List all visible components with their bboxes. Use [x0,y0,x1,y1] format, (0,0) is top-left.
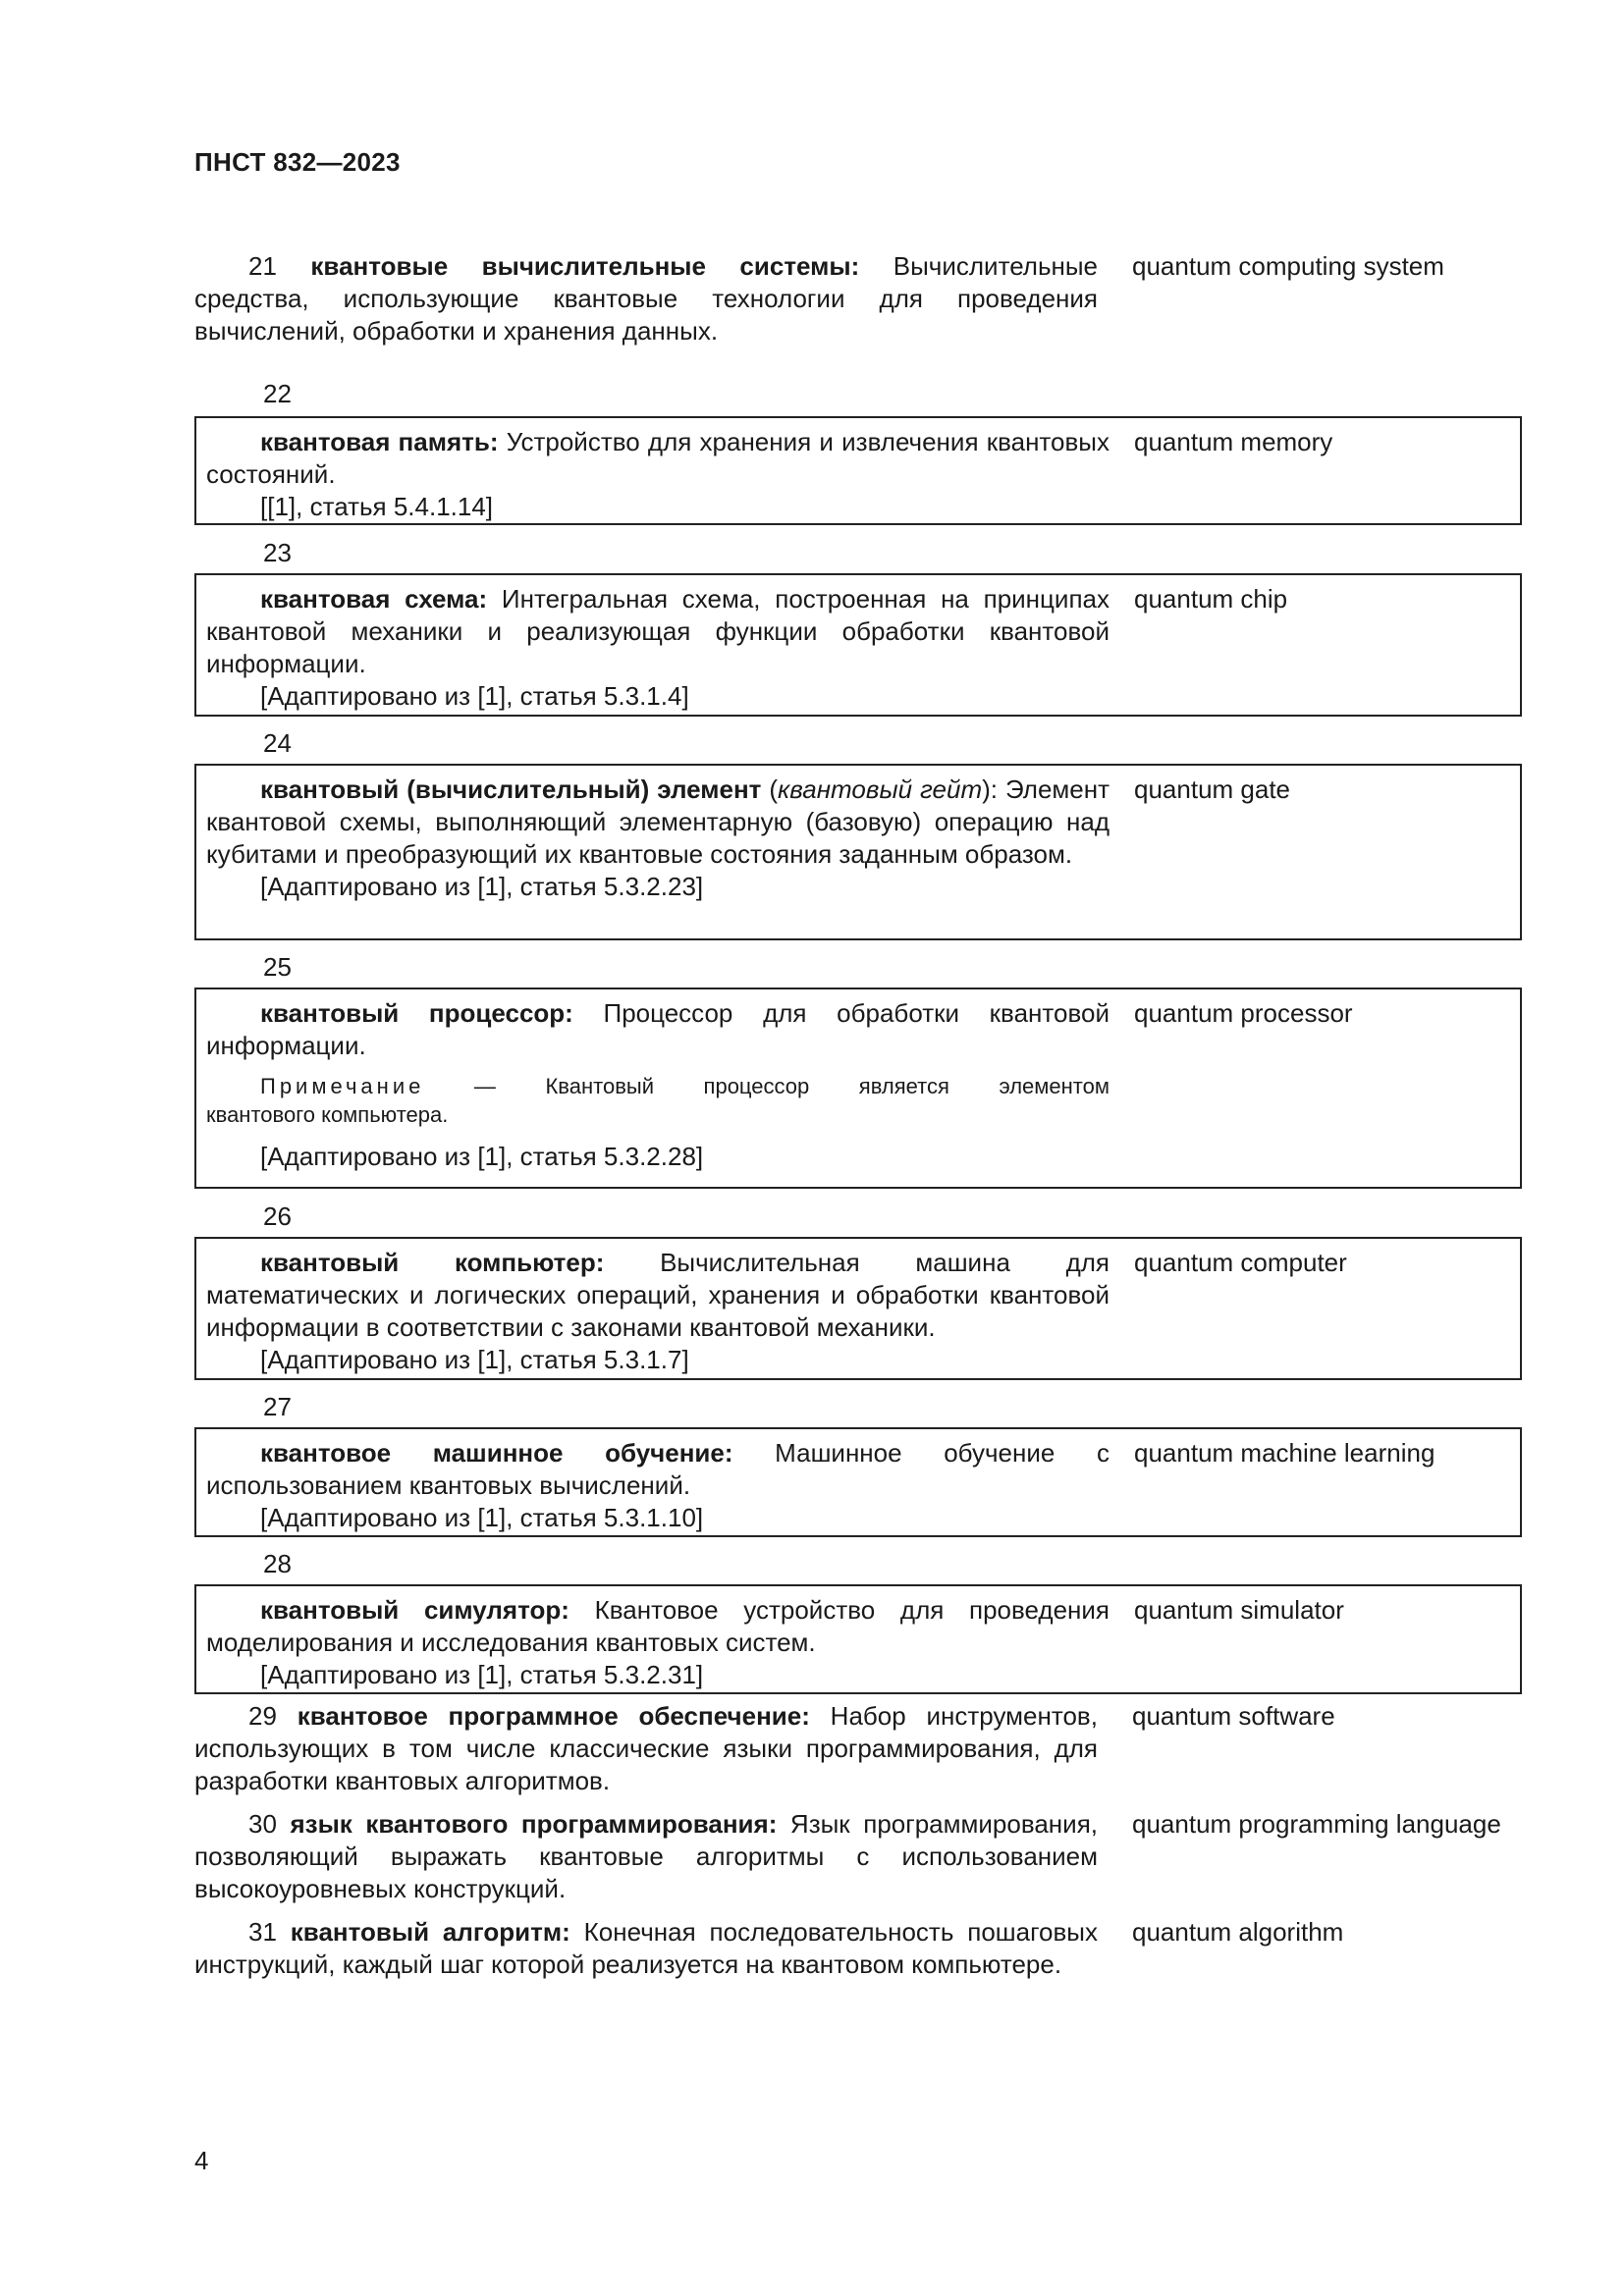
term-source: [Адаптировано из [1], статья 5.3.1.4] [260,681,689,711]
term-source: [Адаптировано из [1], статья 5.3.2.31] [260,1660,704,1689]
term-definition: 30 язык квантового программирования: Язык программирования, позволяющий выражать квантовые алгоритмы с использованием высокоуровневых конструкций. [194,1809,1098,1903]
page-number: 4 [194,2146,209,2175]
english-equivalent: quantum computing system [1132,251,1444,281]
english-equivalent: quantum algorithm [1132,1917,1344,1947]
term-name: квантовый (вычислительный) элемент [260,774,762,804]
term-definition: 29 квантовое программное обеспечение: Набор инструментов, использующих в том числе классические языки программирования, для разработки квантовых алгоритмов. [194,1701,1098,1795]
term-name: квантовые вычислительные системы: [310,251,860,281]
term-definition: квантовый процессор: Процессор для обработки квантовой информации. [206,998,1110,1060]
term-definition: квантовый компьютер: Вычислительная машина для математических и логических операций, хранения и обработки квантовой информации в соответствии с законами квантовой механики. [206,1248,1110,1342]
term-name: квантовая схема: [260,584,488,614]
entry-number: 22 [263,379,292,408]
term-entry-26 [194,1237,1522,1380]
entry-number: 23 [263,538,292,567]
term-name: квантовый симулятор: [260,1595,569,1625]
term-name: квантовый процессор: [260,998,573,1028]
english-equivalent: quantum computer [1134,1248,1347,1277]
term-source: [Адаптировано из [1], статья 5.3.2.28] [260,1142,704,1171]
term-definition: квантовый симулятор: Квантовое устройство для проведения моделирования и исследования квантовых систем. [206,1595,1110,1657]
term-entry-21 [194,250,1522,347]
term-entry-30 [194,1808,1522,1905]
english-equivalent: quantum processor [1134,998,1353,1028]
term-entry-22 [194,416,1522,525]
term-definition: 21 квантовые вычислительные системы: Вычислительные средства, использующие квантовые технологии для проведения вычислений, обработки и хранения данных. [194,251,1099,346]
document-header: ПНСТ 832—2023 [194,147,401,177]
term-entry-27 [194,1427,1522,1537]
english-equivalent: quantum memory [1134,427,1333,456]
term-definition: квантовая схема: Интегральная схема, построенная на принципах квантовой механики и реализующая функции обработки квантовой информации. [206,584,1110,678]
term-entry-28 [194,1584,1522,1694]
english-equivalent: quantum chip [1134,584,1288,614]
english-equivalent: quantum gate [1134,774,1291,804]
english-equivalent: quantum software [1132,1701,1335,1731]
term-source: [Адаптировано из [1], статья 5.3.1.7] [260,1345,689,1374]
term-entry-31 [194,1916,1522,1981]
english-equivalent: quantum machine learning [1134,1438,1435,1468]
term-source: [Адаптировано из [1], статья 5.3.1.10] [260,1503,704,1532]
entry-number: 27 [263,1392,292,1421]
entry-number: 28 [263,1549,292,1578]
term-name: квантовое машинное обучение: [260,1438,733,1468]
note-label: Примечание [260,1074,425,1098]
entry-number: 25 [263,952,292,982]
term-name: квантовая память: [260,427,499,456]
term-name: квантовый компьютер: [260,1248,605,1277]
term-synonym: квантовый гейт [778,774,983,804]
term-name: язык квантового программирования: [290,1809,778,1839]
term-entry-23 [194,573,1522,717]
term-entry-29 [194,1700,1522,1797]
entry-number: 24 [263,728,292,758]
term-entry-24 [194,764,1522,940]
english-equivalent: quantum programming language [1132,1809,1501,1839]
entry-number: 26 [263,1201,292,1231]
term-source: [Адаптировано из [1], статья 5.3.2.23] [260,872,704,901]
term-definition: 31 квантовый алгоритм: Конечная последовательность пошаговых инструкций, каждый шаг которой реализуется на квантовом компьютере. [194,1917,1098,1979]
term-note: Примечание — Квантовый процессор является элементом квантового компьютера. [206,1074,1110,1127]
term-entry-25 [194,988,1522,1189]
term-name: квантовый алгоритм: [290,1917,570,1947]
term-source: [[1], статья 5.4.1.14] [260,492,494,521]
term-definition: квантовое машинное обучение: Машинное обучение с использованием квантовых вычислений. [206,1438,1110,1500]
term-name: квантовое программное обеспечение: [297,1701,810,1731]
term-definition: квантовый (вычислительный) элемент (квантовый гейт): Элемент квантовой схемы, выполняющий элементарную (базовую) операцию над кубитами и преобразующий их квантовые состояния заданным образом. [206,774,1110,869]
english-equivalent: quantum simulator [1134,1595,1344,1625]
term-definition: квантовая память: Устройство для хранения и извлечения квантовых состояний. [206,427,1110,489]
